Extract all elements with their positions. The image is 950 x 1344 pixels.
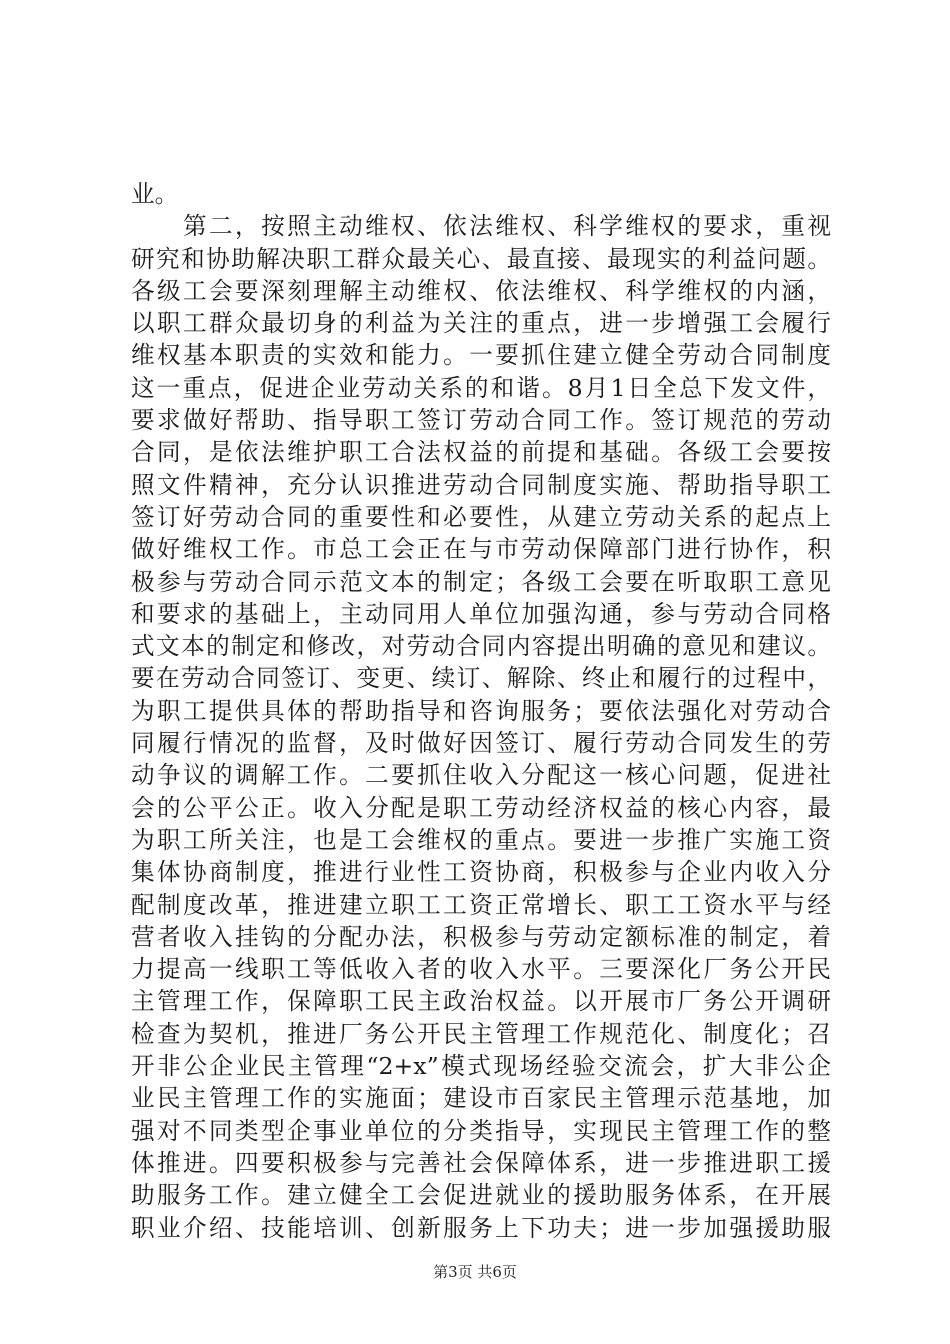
text-line: 体推进。四要积极参与完善社会保障体系，进一步推进职工援 — [131, 1148, 831, 1177]
text-line: 配制度改革，推进建立职工工资正常增长、职工工资水平与经 — [131, 890, 831, 919]
text-line: 主管理工作，保障职工民主政治权益。以开展市厂务公开调研 — [131, 987, 831, 1016]
text-line: 为职工所关注，也是工会维权的重点。要进一步推广实施工资 — [131, 825, 831, 854]
text-line: 做好维权工作。市总工会正在与市劳动保障部门进行协作，积 — [131, 535, 831, 564]
body-text — [131, 178, 831, 1244]
text-line: 各级工会要深刻理解主动维权、依法维权、科学维权的内涵， — [131, 276, 831, 305]
text-line: 会的公平公正。收入分配是职工劳动经济权益的核心内容，最 — [131, 793, 831, 822]
text-line: 力提高一线职工等低收入者的收入水平。三要深化厂务公开民 — [131, 955, 831, 984]
text-line: 要求做好帮助、指导职工签订劳动合同工作。签订规范的劳动 — [131, 406, 831, 435]
text-line: 业民主管理工作的实施面；建设市百家民主管理示范基地，加 — [131, 1084, 831, 1113]
text-line: 营者收入挂钩的分配办法，积极参与劳动定额标准的制定，着 — [131, 922, 831, 951]
text-line: 以职工群众最切身的利益为关注的重点，进一步增强工会履行 — [131, 309, 831, 338]
text-line: 维权基本职责的实效和能力。一要抓住建立健全劳动合同制度 — [131, 341, 831, 370]
page-footer: 第3页 共6页 — [433, 1263, 517, 1281]
text-line: 和要求的基础上，主动同用人单位加强沟通，参与劳动合同格 — [131, 599, 831, 628]
text-line: 同履行情况的监督，及时做好因签订、履行劳动合同发生的劳 — [131, 729, 831, 758]
text-line: 检查为契机，推进厂务公开民主管理工作规范化、制度化；召 — [131, 1019, 831, 1048]
text-line: 研究和协助解决职工群众最关心、最直接、最现实的利益问题。 — [131, 244, 831, 273]
text-line: 合同，是依法维护职工合法权益的前提和基础。各级工会要按 — [131, 438, 831, 467]
text-line: 业。 — [131, 180, 179, 208]
text-line: 照文件精神，充分认识推进劳动合同制度实施、帮助指导职工 — [131, 470, 831, 499]
text-line: 强对不同类型企事业单位的分类指导，实现民主管理工作的整 — [131, 1116, 831, 1145]
text-line: 开非公企业民主管理“2+x”模式现场经验交流会，扩大非公企 — [131, 1052, 831, 1081]
text-line: 这一重点，促进企业劳动关系的和谐。8月1日全总下发文件， — [131, 373, 831, 402]
text-line: 要在劳动合同签订、变更、续订、解除、终止和履行的过程中， — [131, 664, 831, 693]
text-line: 为职工提供具体的帮助指导和咨询服务；要依法强化对劳动合 — [131, 696, 831, 725]
text-line: 极参与劳动合同示范文本的制定；各级工会要在听取职工意见 — [131, 567, 831, 596]
text-line: 集体协商制度，推进行业性工资协商，积极参与企业内收入分 — [131, 858, 831, 887]
text-line: 动争议的调解工作。二要抓住收入分配这一核心问题，促进社 — [131, 761, 831, 790]
text-line: 第二，按照主动维权、依法维权、科学维权的要求，重视 — [131, 212, 831, 241]
text-line: 助服务工作。建立健全工会促进就业的援助服务体系，在开展 — [131, 1181, 831, 1210]
text-line: 式文本的制定和修改，对劳动合同内容提出明确的意见和建议。 — [131, 632, 831, 661]
text-line: 职业介绍、技能培训、创新服务上下功夫；进一步加强援助服 — [131, 1213, 831, 1242]
text-line: 签订好劳动合同的重要性和必要性，从建立劳动关系的起点上 — [131, 502, 831, 531]
